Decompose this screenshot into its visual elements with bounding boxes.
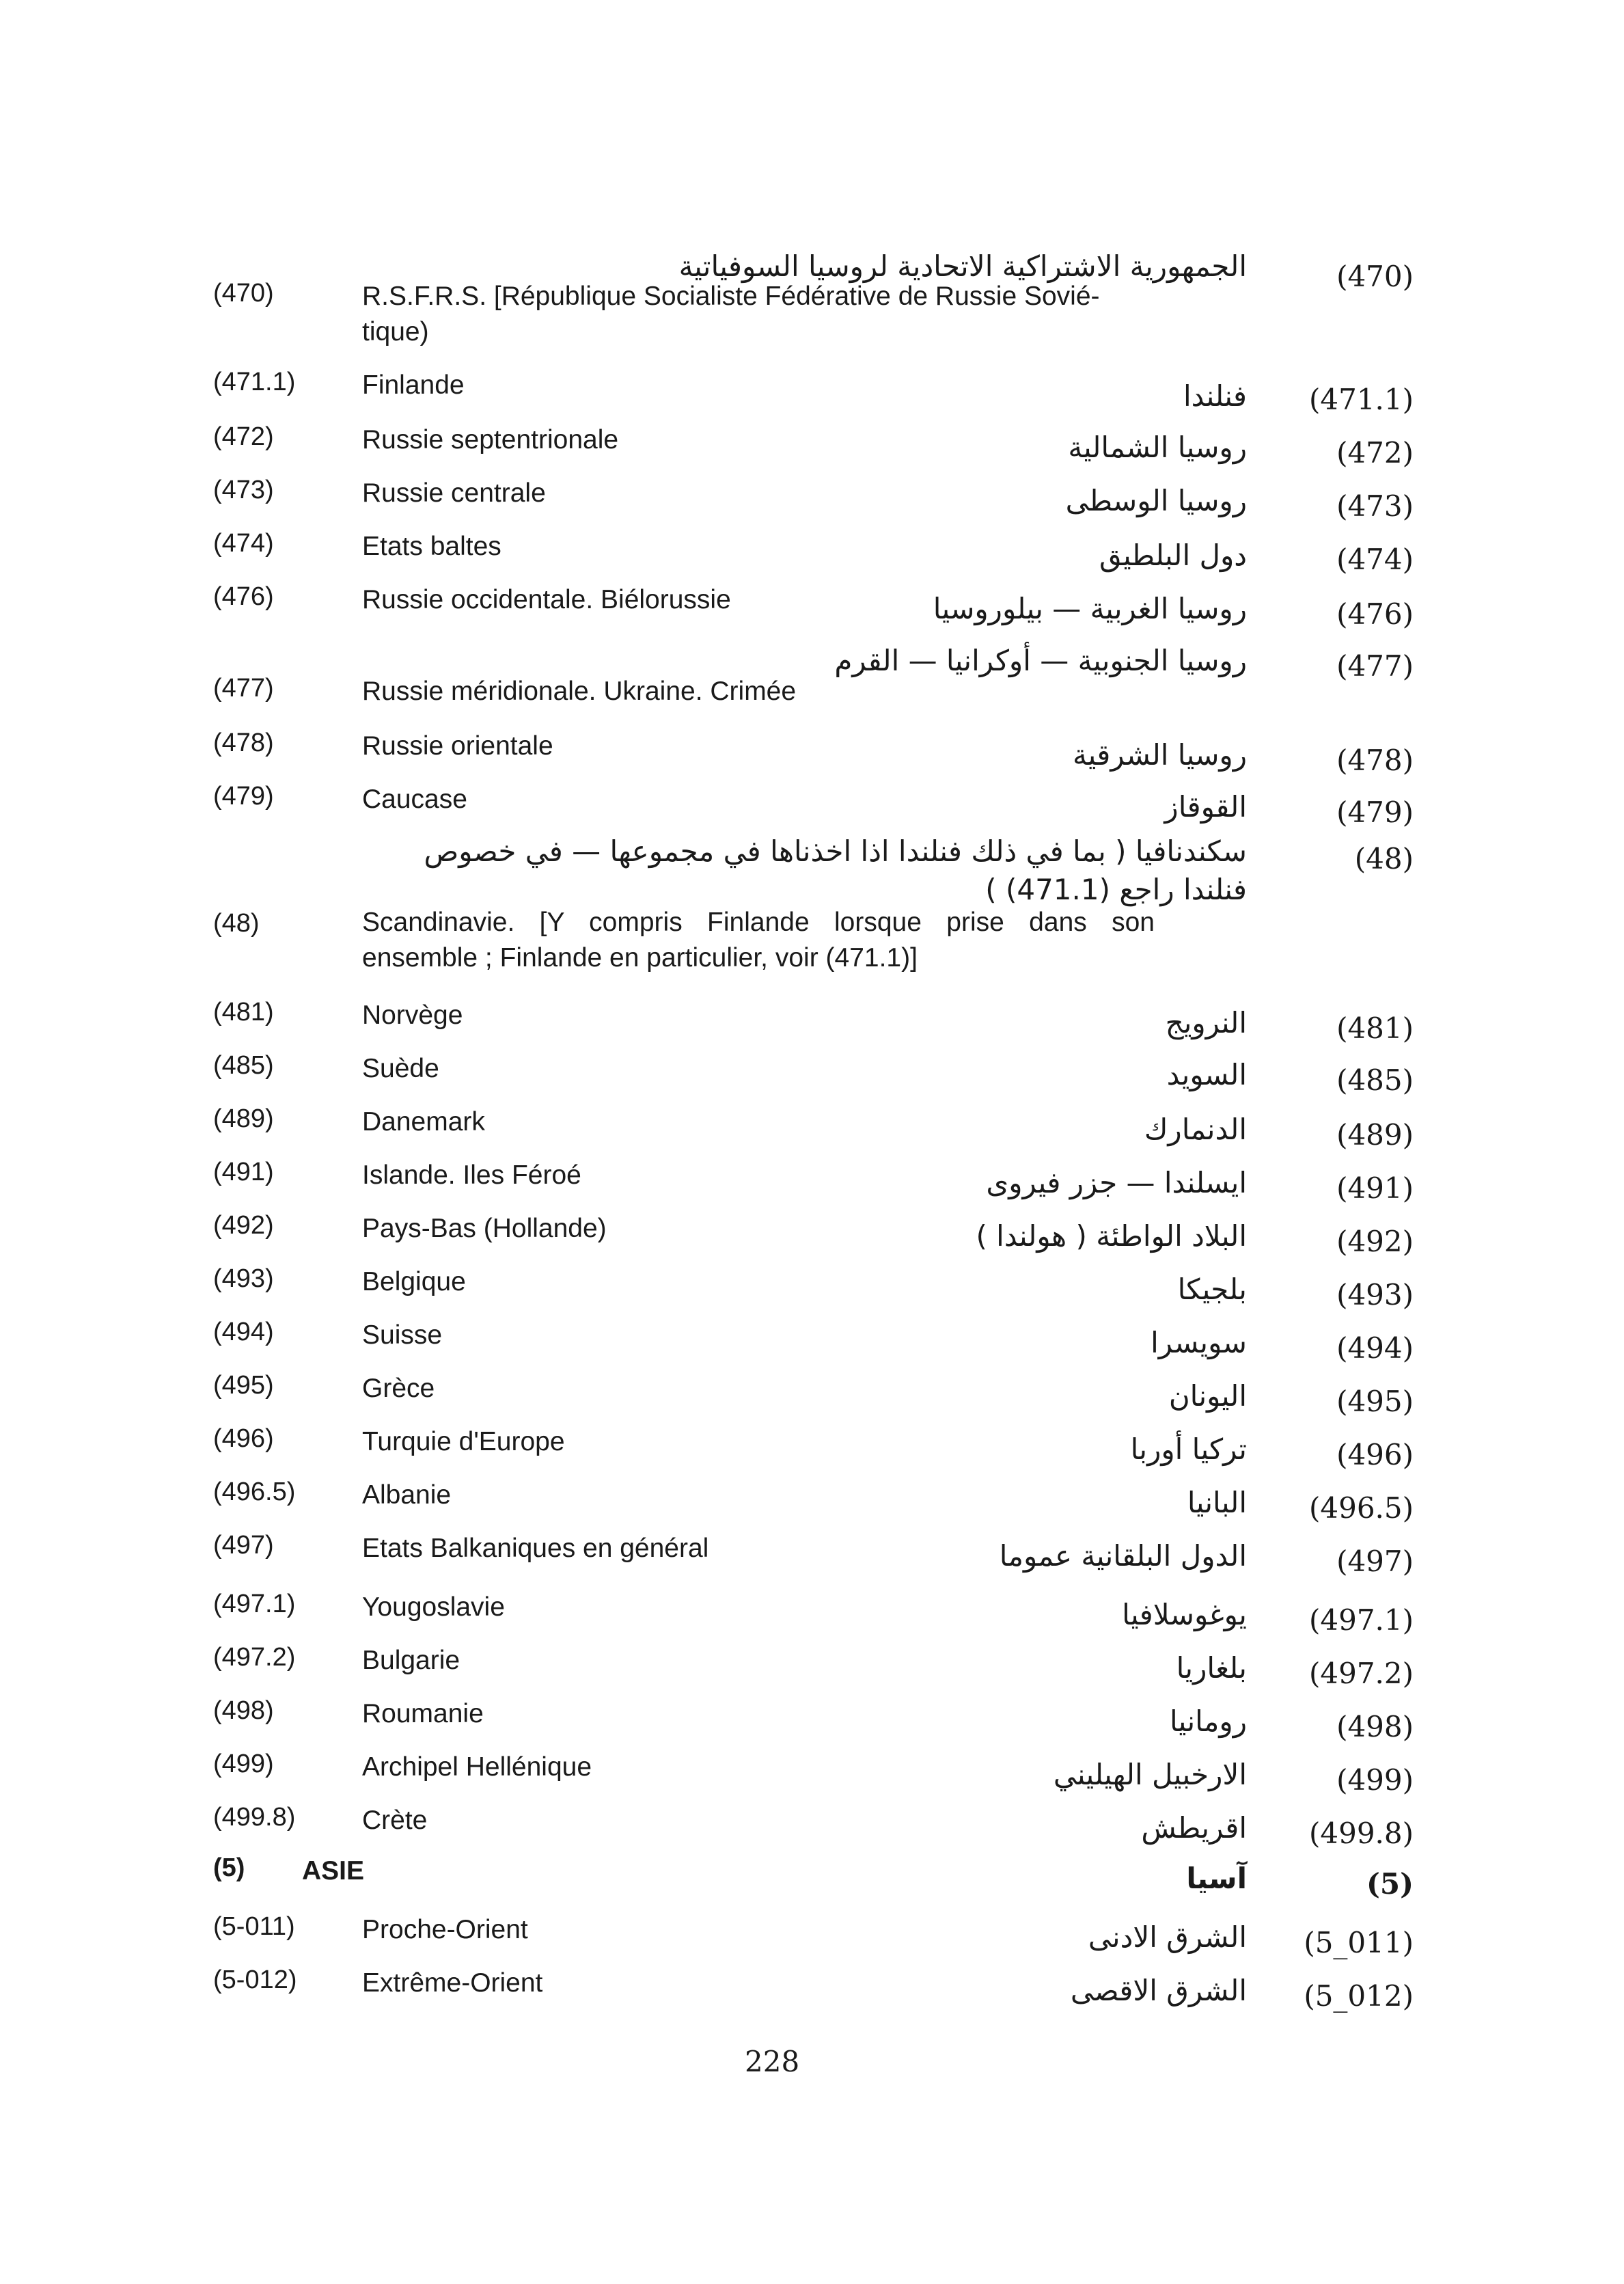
arabic-label: الدول البلقانية عموما xyxy=(999,1539,1247,1573)
french-code: (481) xyxy=(213,998,274,1027)
arabic-code: (485) xyxy=(1336,1063,1414,1097)
french-label: Russie occidentale. Biélorussie xyxy=(362,585,731,614)
arabic-label: سويسرا xyxy=(1151,1326,1247,1359)
french-label: Crète xyxy=(362,1806,428,1835)
french-label: Scandinavie. [Y compris Finlande lorsque prise dans son ensemble ; Finlande en particulier, voir (471.1)] xyxy=(362,908,1155,973)
arabic-code: (489) xyxy=(1336,1118,1414,1152)
french-code: (497.1) xyxy=(213,1590,296,1618)
french-code: (492) xyxy=(213,1211,274,1240)
french-code: (473) xyxy=(213,476,274,504)
french-label: Russie méridionale. Ukraine. Crimée xyxy=(362,677,797,706)
french-code: (494) xyxy=(213,1318,274,1346)
arabic-label: الشرق الاقصى xyxy=(1070,1974,1247,2007)
arabic-label: روسيا الغربية — بيلوروسيا xyxy=(933,592,1247,625)
french-label: Bulgarie xyxy=(362,1646,460,1675)
arabic-code: (481) xyxy=(1336,1011,1414,1045)
arabic-label: البانيا xyxy=(1187,1486,1247,1519)
french-label: R.S.F.R.S. [République Socialiste Fédérative de Russie Sovié- tique) xyxy=(362,282,1100,346)
french-code: (5) xyxy=(213,1853,245,1882)
french-label: Suisse xyxy=(362,1320,443,1350)
arabic-label: رومانيا xyxy=(1169,1704,1247,1738)
french-label: Yougoslavie xyxy=(362,1592,505,1622)
arabic-label: يوغوسلافيا xyxy=(1122,1598,1247,1631)
arabic-label: فنلندا xyxy=(1183,379,1247,413)
arabic-label: بلغاريا xyxy=(1176,1651,1247,1685)
arabic-code: (494) xyxy=(1336,1331,1414,1365)
french-label: Etats baltes xyxy=(362,532,501,561)
french-code: (497.2) xyxy=(213,1643,296,1672)
french-label: Russie centrale xyxy=(362,478,546,508)
arabic-code: (5_012) xyxy=(1304,1979,1414,2013)
french-code: (496.5) xyxy=(213,1478,296,1506)
french-code: (493) xyxy=(213,1264,274,1293)
french-label: Islande. Iles Féroé xyxy=(362,1160,581,1190)
arabic-code: (495) xyxy=(1336,1385,1414,1418)
arabic-code: (5_011) xyxy=(1304,1926,1414,1959)
french-label: Suède xyxy=(362,1054,439,1083)
french-code: (470) xyxy=(213,279,274,308)
french-code: (489) xyxy=(213,1104,274,1133)
french-code: (5-011) xyxy=(213,1912,295,1941)
french-label: Archipel Hellénique xyxy=(362,1752,592,1782)
page-number: 228 xyxy=(745,2045,800,2078)
french-code: (485) xyxy=(213,1051,274,1080)
arabic-label: السويد xyxy=(1166,1058,1247,1091)
french-label: Proche-Orient xyxy=(362,1915,528,1944)
french-label: Roumanie xyxy=(362,1699,484,1728)
french-code: (499.8) xyxy=(213,1803,296,1832)
arabic-label: تركيا أوربا xyxy=(1130,1432,1247,1466)
arabic-label: بلجيكا xyxy=(1177,1273,1247,1306)
french-code: (491) xyxy=(213,1158,274,1186)
french-code: (498) xyxy=(213,1696,274,1725)
french-label: Pays-Bas (Hollande) xyxy=(362,1214,607,1243)
arabic-label: القوقاز xyxy=(1164,790,1247,824)
arabic-label: دول البلطيق xyxy=(1099,539,1247,572)
french-code: (472) xyxy=(213,422,274,451)
arabic-code: (497.2) xyxy=(1308,1657,1414,1690)
arabic-code: (499.8) xyxy=(1308,1817,1414,1850)
french-label: Albanie xyxy=(362,1480,452,1510)
french-label: Caucase xyxy=(362,785,467,814)
arabic-code: (48) xyxy=(1354,842,1414,875)
arabic-label: روسيا الشمالية xyxy=(1068,431,1247,464)
arabic-label: الشرق الادنى xyxy=(1088,1920,1247,1954)
french-code: (497) xyxy=(213,1531,274,1560)
french-code: (48) xyxy=(213,909,260,938)
arabic-label: اليونان xyxy=(1168,1379,1247,1413)
french-label: Grèce xyxy=(362,1374,435,1403)
french-label: ASIE xyxy=(302,1856,365,1886)
arabic-code: (472) xyxy=(1336,436,1414,470)
arabic-code: (497) xyxy=(1336,1545,1414,1578)
arabic-code: (470) xyxy=(1336,260,1414,293)
french-label: Finlande xyxy=(362,370,465,400)
arabic-code: (499) xyxy=(1336,1763,1414,1797)
arabic-code: (473) xyxy=(1336,489,1414,523)
arabic-code: (492) xyxy=(1336,1225,1414,1258)
arabic-code: (478) xyxy=(1336,744,1414,777)
french-label: Norvège xyxy=(362,1001,463,1030)
french-code: (499) xyxy=(213,1750,274,1778)
french-code: (5-012) xyxy=(213,1966,297,1994)
french-code: (476) xyxy=(213,582,274,611)
arabic-label: روسيا الشرقية xyxy=(1073,738,1247,772)
french-code: (474) xyxy=(213,529,274,558)
arabic-code: (5) xyxy=(1366,1867,1414,1901)
arabic-label: اقريطش xyxy=(1141,1811,1247,1845)
arabic-label: الجمهورية الاشتراكية الاتحادية لروسيا السوفياتية xyxy=(678,249,1247,283)
french-label: Turquie d'Europe xyxy=(362,1427,565,1456)
arabic-code: (496.5) xyxy=(1308,1491,1414,1525)
arabic-code: (496) xyxy=(1336,1438,1414,1471)
arabic-code: (474) xyxy=(1336,543,1414,576)
arabic-code: (471.1) xyxy=(1308,383,1414,416)
french-label: Extrême-Orient xyxy=(362,1968,543,1998)
arabic-label: البلاد الواطئة ( هولندا ) xyxy=(976,1219,1247,1253)
arabic-code: (497.1) xyxy=(1308,1603,1414,1637)
french-code: (496) xyxy=(213,1424,274,1453)
arabic-code: (477) xyxy=(1336,649,1414,683)
arabic-code: (479) xyxy=(1336,796,1414,829)
french-code: (495) xyxy=(213,1371,274,1400)
arabic-code: (476) xyxy=(1336,597,1414,631)
arabic-label: الارخبيل الهيليني xyxy=(1053,1758,1247,1791)
arabic-label: آسيا xyxy=(1186,1862,1247,1895)
arabic-label: سكندنافيا ( بما في ذلك فنلندا اذا اخذناها في مجموعها — في خصوص فنلندا راجع (471.1) ) xyxy=(424,834,1247,906)
french-label: Belgique xyxy=(362,1267,466,1296)
arabic-label: روسيا الوسطى xyxy=(1065,484,1247,517)
french-code: (478) xyxy=(213,729,274,757)
arabic-code: (493) xyxy=(1336,1278,1414,1311)
french-code: (479) xyxy=(213,782,274,811)
arabic-label: روسيا الجنوبية — أوكرانيا — القرم xyxy=(834,644,1247,677)
arabic-code: (498) xyxy=(1336,1710,1414,1743)
french-label: Russie septentrionale xyxy=(362,425,619,454)
french-code: (477) xyxy=(213,674,274,703)
french-label: Danemark xyxy=(362,1107,485,1137)
arabic-label: الدنمارك xyxy=(1144,1113,1247,1146)
arabic-code: (491) xyxy=(1336,1171,1414,1205)
french-code: (471.1) xyxy=(213,368,296,396)
french-label: Etats Balkaniques en général xyxy=(362,1534,709,1563)
arabic-label: النرويج xyxy=(1165,1006,1247,1039)
arabic-label: ايسلندا — جزر فيروى xyxy=(986,1166,1247,1199)
french-label: Russie orientale xyxy=(362,731,553,761)
